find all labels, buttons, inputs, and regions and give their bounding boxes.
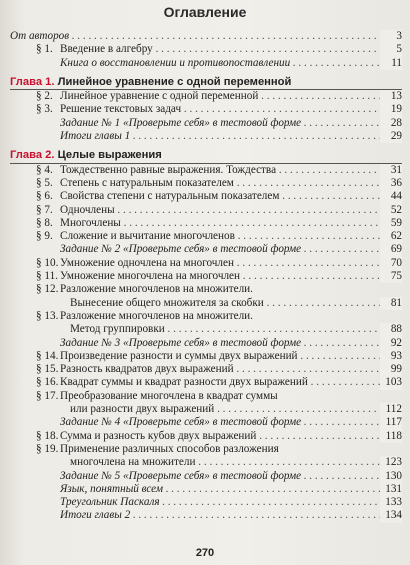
entry-title: Умножение многочлена на многочлен . . . bbox=[60, 270, 384, 283]
entry-page-number: 118 bbox=[380, 430, 402, 443]
toc-entry[interactable] bbox=[10, 496, 402, 509]
entry-page-number: 134 bbox=[380, 509, 402, 522]
entry-title: Многочлены . . . bbox=[60, 217, 384, 230]
section-number: § 8. bbox=[36, 216, 53, 229]
toc-entry[interactable] bbox=[10, 30, 402, 43]
toc-entry[interactable] bbox=[10, 483, 402, 496]
chapter-2-items bbox=[10, 164, 402, 523]
toc-entry[interactable] bbox=[10, 177, 402, 190]
entry-page-number: 70 bbox=[380, 257, 402, 270]
entry-title: Сумма и разность кубов двух выражений . . . bbox=[60, 430, 384, 443]
toc-entry[interactable] bbox=[10, 217, 402, 230]
section-number: § 11. bbox=[36, 270, 58, 283]
chapter-1-heading bbox=[10, 76, 402, 89]
toc-entry[interactable] bbox=[10, 90, 402, 103]
page-title: Оглавление bbox=[163, 4, 247, 20]
toc-entry[interactable] bbox=[10, 43, 402, 56]
entry-page-number: 62 bbox=[380, 230, 402, 243]
entry-title: Разложение многочленов на множители. bbox=[60, 309, 253, 322]
entry-page-number: 88 bbox=[380, 323, 402, 336]
chapter-2-label: Глава 2. bbox=[10, 149, 55, 162]
entry-page-number: 93 bbox=[380, 350, 402, 363]
toc-entry[interactable] bbox=[10, 416, 402, 429]
section-number: § 6. bbox=[36, 190, 53, 203]
entry-title: Произведение разности и суммы двух выражений . . . bbox=[60, 350, 384, 363]
section-number: § 18. bbox=[36, 429, 59, 442]
chapter-1-label: Глава 1. bbox=[10, 75, 55, 88]
entry-title: Книга о восстановлении и противопоставлении . . . bbox=[60, 57, 384, 70]
entry-title: многочлена на множители . . . bbox=[70, 456, 384, 469]
entry-title: Преобразование многочлена в квадрат суммы bbox=[60, 389, 278, 402]
entry-title: Итоги главы 2 . . . bbox=[60, 509, 384, 522]
entry-page-number: 117 bbox=[380, 416, 402, 429]
entry-title: Сложение и вычитание многочленов . . . bbox=[60, 230, 384, 243]
page-number: 270 bbox=[195, 547, 215, 559]
entry-page-number: 52 bbox=[380, 204, 402, 217]
toc-entry[interactable] bbox=[10, 243, 402, 256]
toc-entry[interactable] bbox=[10, 350, 402, 363]
entry-page-number: 99 bbox=[380, 363, 402, 376]
toc-entry[interactable] bbox=[10, 257, 402, 270]
section-number: § 3. bbox=[36, 103, 53, 116]
entry-page-number: 75 bbox=[380, 270, 402, 283]
section-number: § 14. bbox=[36, 349, 59, 362]
intro-section bbox=[10, 30, 402, 70]
entry-title: Вынесение общего множителя за скобки . . . bbox=[70, 297, 384, 310]
entry-title: Умножение одночлена на многочлен . . . bbox=[60, 257, 384, 270]
toc-entry[interactable] bbox=[10, 509, 402, 522]
toc-entry[interactable] bbox=[10, 283, 402, 296]
entry-page-number: 123 bbox=[380, 456, 402, 469]
toc-entry[interactable] bbox=[10, 470, 402, 483]
entry-page-number: 131 bbox=[380, 483, 402, 496]
entry-page-number: 44 bbox=[380, 190, 402, 203]
entry-page-number: 81 bbox=[380, 297, 402, 310]
section-number: § 12. bbox=[36, 283, 59, 296]
entry-title: Задание № 4 «Проверьте себя» в тестовой форме . . . bbox=[60, 416, 384, 429]
toc-entry[interactable] bbox=[10, 230, 402, 243]
toc-entry[interactable] bbox=[10, 456, 402, 469]
chapter-2-heading bbox=[10, 149, 402, 162]
entry-title: Задание № 3 «Проверьте себя» в тестовой форме . . . bbox=[60, 337, 384, 350]
entry-page-number: 19 bbox=[380, 103, 402, 116]
section-number: § 13. bbox=[36, 309, 59, 322]
entry-title: Одночлены . . . bbox=[60, 204, 384, 217]
section-number: § 17. bbox=[36, 389, 59, 402]
chapter-1-items bbox=[10, 90, 402, 143]
entry-title: Свойства степени с натуральным показателем . . . bbox=[60, 190, 384, 203]
toc-entry[interactable] bbox=[10, 130, 402, 143]
entry-page-number: 103 bbox=[380, 376, 402, 389]
entry-title: От авторов . . . bbox=[10, 30, 384, 43]
entry-page-number: 133 bbox=[380, 496, 402, 509]
section-number: § 1. bbox=[36, 43, 53, 56]
entry-page-number: 31 bbox=[380, 164, 402, 177]
entry-title: Решение текстовых задач . . . bbox=[60, 103, 384, 116]
section-number: § 9. bbox=[36, 230, 53, 243]
entry-page-number: 13 bbox=[380, 90, 402, 103]
entry-title: Задание № 2 «Проверьте себя» в тестовой форме . . . bbox=[60, 243, 384, 256]
section-number: § 15. bbox=[36, 363, 59, 376]
toc-entry[interactable] bbox=[10, 390, 402, 403]
entry-page-number: 5 bbox=[380, 43, 402, 56]
toc-entry[interactable] bbox=[10, 443, 402, 456]
entry-title: Задание № 5 «Проверьте себя» в тестовой форме . . . bbox=[60, 470, 384, 483]
toc-entry[interactable] bbox=[10, 117, 402, 130]
entry-title: Задание № 1 «Проверьте себя» в тестовой форме . . . bbox=[60, 117, 384, 130]
toc-entry[interactable] bbox=[10, 310, 402, 323]
section-number: § 4. bbox=[36, 163, 53, 176]
toc-entry[interactable] bbox=[10, 430, 402, 443]
toc-entry[interactable] bbox=[10, 57, 402, 70]
entry-title: Применение различных способов разложения bbox=[60, 442, 279, 455]
toc-entry[interactable] bbox=[10, 204, 402, 217]
entry-page-number: 3 bbox=[380, 30, 402, 43]
toc-entry[interactable] bbox=[10, 376, 402, 389]
entry-title: Тождественно равные выражения. Тождества . . . bbox=[60, 164, 384, 177]
toc-entry[interactable] bbox=[10, 164, 402, 177]
chapter-1-title: Линейное уравнение с одной переменной bbox=[57, 75, 292, 88]
section-number: § 2. bbox=[36, 90, 53, 103]
entry-title: Линейное уравнение с одной переменной . . . bbox=[60, 90, 384, 103]
table-of-contents bbox=[10, 30, 402, 523]
entry-title: Треугольник Паскаля . . . bbox=[60, 496, 384, 509]
toc-entry[interactable] bbox=[10, 337, 402, 350]
toc-entry[interactable] bbox=[10, 403, 402, 416]
section-number: § 5. bbox=[36, 176, 53, 189]
section-number: § 7. bbox=[36, 203, 53, 216]
entry-page-number: 112 bbox=[380, 403, 402, 416]
toc-entry[interactable] bbox=[10, 190, 402, 203]
entry-title: Итоги главы 1 . . . bbox=[60, 130, 384, 143]
entry-page-number: 36 bbox=[380, 177, 402, 190]
entry-title: Степень с натуральным показателем . . . bbox=[60, 177, 384, 190]
entry-page-number: 69 bbox=[380, 243, 402, 256]
entry-page-number: 59 bbox=[380, 217, 402, 230]
entry-title: Разность квадратов двух выражений . . . bbox=[60, 363, 384, 376]
entry-title: Разложение многочленов на множители. bbox=[60, 283, 253, 296]
toc-entry[interactable] bbox=[10, 270, 402, 283]
entry-title: или разности двух выражений . . . bbox=[70, 403, 384, 416]
toc-entry[interactable] bbox=[10, 297, 402, 310]
entry-page-number: 92 bbox=[380, 337, 402, 350]
entry-page-number: 130 bbox=[380, 470, 402, 483]
entry-page-number: 28 bbox=[380, 117, 402, 130]
entry-title: Квадрат суммы и квадрат разности двух выражений . . . bbox=[60, 376, 384, 389]
toc-entry[interactable] bbox=[10, 363, 402, 376]
toc-entry[interactable] bbox=[10, 323, 402, 336]
section-number: § 16. bbox=[36, 376, 59, 389]
entry-page-number: 11 bbox=[380, 57, 402, 70]
entry-title: Метод группировки . . . bbox=[70, 323, 384, 336]
section-number: § 19. bbox=[36, 442, 59, 455]
entry-title: Введение в алгебру . . . bbox=[60, 43, 384, 56]
section-number: § 10. bbox=[36, 256, 59, 269]
chapter-2-title: Целые выражения bbox=[57, 149, 162, 162]
entry-title: Язык, понятный всем . . . bbox=[60, 483, 384, 496]
entry-page-number: 29 bbox=[380, 130, 402, 143]
toc-entry[interactable] bbox=[10, 103, 402, 116]
